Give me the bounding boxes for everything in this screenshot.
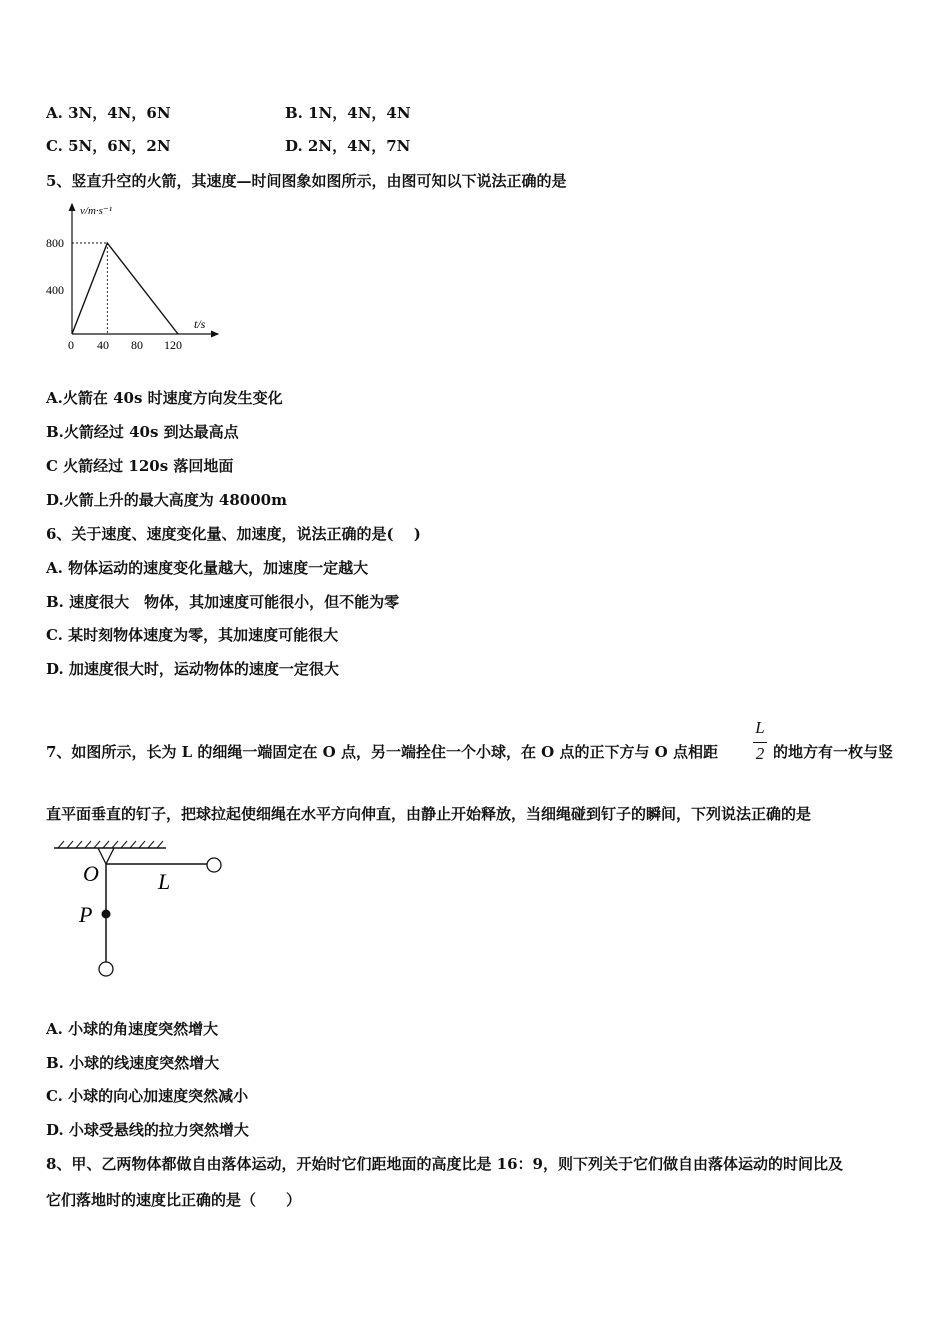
q4-option-b: B. 1N，4N，4N	[285, 104, 411, 122]
q7-option-b: B. 小球的线速度突然增大	[46, 1054, 220, 1072]
q5-x-tick-40: 40	[97, 338, 109, 352]
q7-option-d: D. 小球受悬线的拉力突然增大	[46, 1121, 249, 1139]
q5-y-label: v/m·s⁻¹	[80, 205, 113, 217]
q7-label-p: P	[79, 902, 93, 927]
q6-option-c: C. 某时刻物体速度为零，其加速度可能很大	[46, 626, 339, 644]
q7-ceiling-hatch	[58, 841, 163, 848]
q5-x-tick-80: 80	[131, 338, 143, 352]
q4-option-row-1	[46, 104, 411, 122]
q6-option-b: B. 速度很大 物体，其加速度可能很小，但不能为零	[46, 593, 400, 611]
q7-pendulum-figure	[50, 838, 240, 988]
q8-stem-line2: 它们落地时的速度比正确的是（ ）	[46, 1191, 302, 1209]
q7-ball-horizontal	[207, 858, 221, 872]
q5-option-b: B.火箭经过 40s 到达最高点	[46, 423, 239, 441]
q6-option-d: D. 加速度很大时，运动物体的速度一定很大	[46, 660, 339, 678]
q4-option-row-2	[46, 137, 411, 155]
q7-frac-den: 2	[755, 744, 765, 763]
q7-label-o: O	[83, 861, 99, 886]
q5-option-d: D.火箭上升的最大高度为 48000m	[46, 491, 287, 509]
q7-nail-p	[102, 910, 111, 919]
q7-stem-part2: 的地方有一枚与竖	[773, 743, 894, 761]
q7-stem-line2: 直平面垂直的钉子，把球拉起使细绳在水平方向伸直，由静止开始释放，当细绳碰到钉子的瞬间，下列说法正确的是	[46, 805, 812, 823]
q5-option-a: A.火箭在 40s 时速度方向发生变化	[46, 389, 283, 407]
q5-option-c: C 火箭经过 120s 落回地面	[46, 457, 234, 475]
q4-option-a: A. 3N，4N，6N	[46, 104, 171, 122]
q7-hanger-left	[98, 848, 106, 864]
q7-hanger-right	[106, 848, 114, 864]
q7-frac-bar	[753, 742, 767, 743]
q5-x-tick-120: 120	[164, 338, 182, 352]
q6-stem: 6、关于速度、速度变化量、加速度，说法正确的是( )	[46, 525, 421, 543]
q5-x-label: t/s	[194, 317, 206, 331]
q5-stem: 5、竖直升空的火箭，其速度—时间图象如图所示，由图可知以下说法正确的是	[46, 172, 567, 190]
q7-option-a: A. 小球的角速度突然增大	[46, 1020, 219, 1038]
q7-fraction	[750, 718, 770, 766]
q7-ball-vertical	[99, 962, 113, 976]
q7-stem-line1	[46, 743, 718, 761]
q5-x-tick-0: 0	[68, 338, 74, 352]
q8-stem-line1: 8、甲、乙两物体都做自由落体运动，开始时它们距地面的高度比是 16：9，则下列关于它们做自由落体运动的时间比及	[46, 1155, 843, 1173]
q7-stem-part1: 7、如图所示，长为 L 的细绳一端固定在 O 点，另一端拴住一个小球，在 O 点的正下方与 O 点相距	[46, 743, 718, 761]
q7-frac-num: L	[755, 718, 765, 737]
q6-option-a: A. 物体运动的速度变化量越大，加速度一定越大	[46, 559, 369, 577]
q7-option-c: C. 小球的向心加速度突然减小	[46, 1087, 249, 1105]
q5-y-tick-400: 400	[46, 283, 64, 297]
q5-vt-graph	[40, 198, 230, 358]
q4-option-d: D. 2N，4N，7N	[285, 137, 411, 155]
q5-data-line	[72, 243, 178, 334]
q7-label-l: L	[158, 869, 171, 894]
q5-y-tick-800: 800	[46, 236, 64, 250]
q4-option-c: C. 5N，6N，2N	[46, 137, 171, 155]
